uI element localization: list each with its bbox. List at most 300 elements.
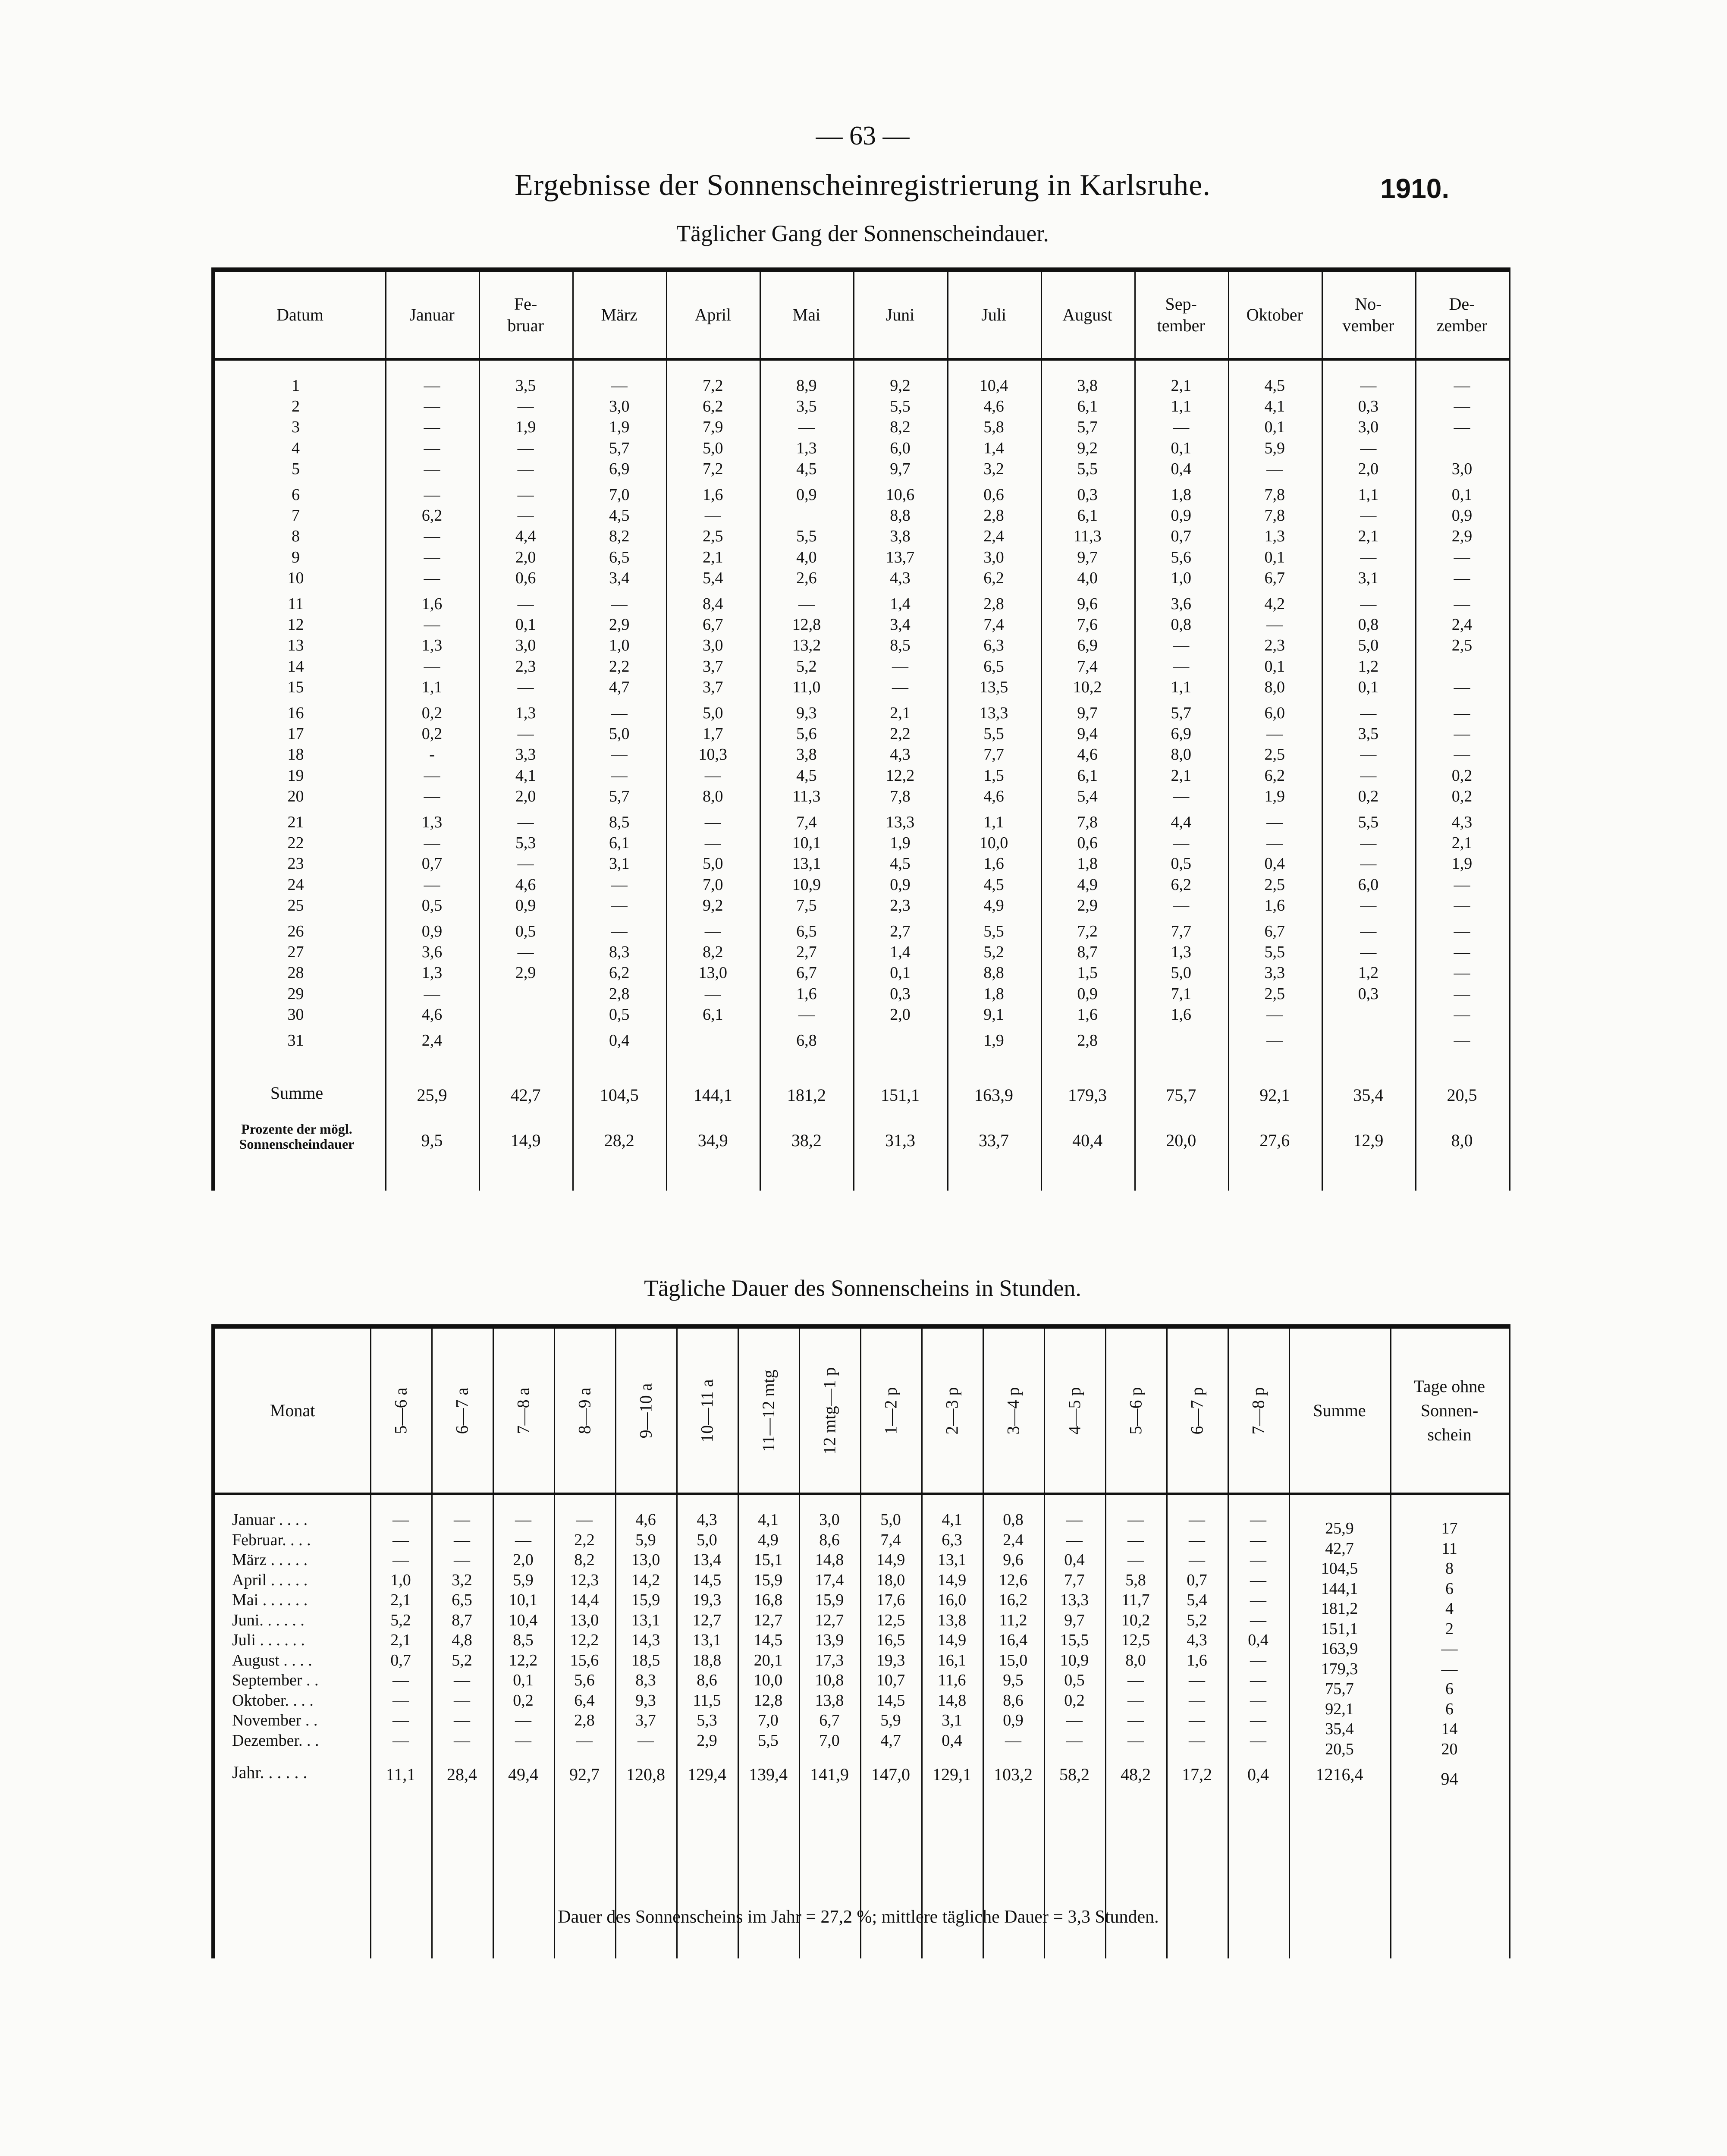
days-without-sun: — [1441,1659,1458,1678]
day-value: 5,0 [609,725,630,743]
day-value: — [611,922,628,940]
day-label: 26 [287,922,304,940]
day-value: 9,7 [1077,548,1098,566]
day-value: 0,5 [421,896,443,915]
hour-value: 15,9 [631,1591,660,1609]
hour-value: 4,1 [942,1511,962,1529]
day-value: 1,2 [1358,657,1379,676]
hour-value: 18,5 [631,1651,660,1669]
hour-value: 6,4 [574,1691,595,1710]
hour-value: 9,5 [1003,1671,1024,1689]
day-value: 9,7 [890,459,911,478]
day-value: 2,6 [796,569,817,587]
month-sum: 25,9 [1325,1519,1354,1537]
day-value: 4,6 [515,875,536,894]
day-value: — [1360,548,1377,566]
day-value: 6,2 [983,569,1004,587]
day-value: — [1173,787,1190,805]
hour-value: 0,2 [1064,1691,1085,1710]
day-label: 1 [292,377,300,395]
day-value: 10,4 [979,377,1008,395]
days-without-sun: 6 [1445,1579,1454,1598]
day-value: 0,5 [515,922,536,940]
day-label: 2 [292,397,300,416]
day-value: 9,4 [1077,725,1098,743]
hour-value: 12,8 [754,1691,783,1710]
day-label: 25 [287,896,304,915]
day-value: — [424,418,440,437]
day-value: 7,2 [703,459,723,478]
day-value [479,1030,572,1051]
day-value: 0,4 [1264,855,1285,873]
day-value: 3,5 [796,397,817,416]
day-value: 3,8 [796,745,817,764]
day-value: 8,3 [609,943,630,962]
day-value: 1,3 [421,813,443,831]
hour-header [676,1329,738,1493]
day-value: — [517,813,534,831]
day-value: 5,5 [890,397,911,416]
day-value: 5,6 [1171,548,1191,566]
hour-value: 12,2 [509,1651,538,1669]
month-label: April . . . . . [232,1571,308,1589]
day-label: 9 [292,548,300,566]
hour-header-label: 2—3 p [942,1387,962,1434]
hour-value: 15,9 [754,1571,783,1589]
day-value: — [611,595,628,613]
day-value: 4,5 [609,506,630,525]
hour-value: 3,2 [452,1571,472,1589]
day-value: 13,0 [698,964,728,982]
day-value: — [1360,745,1377,764]
hour-value: 5,5 [758,1731,779,1750]
month-label: Dezember. . . [232,1731,319,1750]
hour-value: — [1250,1611,1266,1629]
month-label: August . . . . [232,1651,312,1669]
hour-header-label: 12 mtg—1 p [820,1367,839,1455]
month-sum: 179,3 [1068,1085,1107,1105]
day-value: — [424,548,440,566]
month-sum: 35,4 [1325,1720,1354,1738]
day-value: 2,3 [515,657,536,676]
day-value: 5,0 [1171,964,1191,982]
day-value: — [1454,745,1470,764]
day-value: 8,0 [1264,678,1285,696]
hour-header-label: 7—8 p [1248,1387,1268,1434]
hour-value: 20,1 [754,1651,783,1669]
day-value [666,1030,760,1051]
month-label: September . . [232,1671,319,1689]
hour-header-label: 4—5 p [1064,1387,1084,1434]
month-percent: 27,6 [1259,1131,1290,1150]
day-value: 4,1 [1264,397,1285,416]
hour-value: 14,5 [876,1691,905,1710]
hour-header-label: 3—4 p [1003,1387,1023,1434]
day-value: 0,8 [1358,616,1379,634]
hour-value: 13,8 [937,1611,967,1629]
day-value: 6,5 [796,922,817,940]
day-value: 7,1 [1171,984,1191,1003]
day-value: 2,2 [609,657,630,676]
day-label: 12 [287,616,304,634]
hour-header-label: 7—8 a [513,1387,533,1434]
days-without-sun: 20 [1441,1740,1458,1758]
day-value: 0,1 [1264,418,1285,437]
hour-value: 13,9 [815,1631,844,1649]
day-value [479,984,572,1004]
day-value: — [1454,595,1470,613]
day-value: 4,6 [1077,745,1098,764]
hour-value: — [576,1731,593,1750]
day-value: 1,9 [515,418,536,437]
month-header: De- zember [1436,294,1488,335]
day-value: 0,9 [1451,506,1473,525]
month-header: Sep- tember [1157,294,1205,335]
day-value: 5,5 [796,527,817,546]
day-value: 2,8 [609,984,630,1003]
day-value: 2,9 [609,616,630,634]
hour-value: 10,9 [1060,1651,1089,1669]
day-label: 4 [292,439,300,457]
hour-value: 13,8 [815,1691,844,1710]
day-value: — [1360,943,1377,962]
day-label: 17 [287,725,304,743]
hour-value: — [392,1711,409,1729]
day-value: — [704,506,721,525]
hour-value: — [576,1511,593,1529]
hour-value: — [1250,1591,1266,1609]
day-value: 10,9 [792,875,821,894]
day-value: — [611,745,628,764]
hour-header [799,1329,860,1493]
day-value: 3,0 [983,548,1004,566]
hour-value: — [1189,1551,1205,1569]
day-value: — [1266,725,1283,743]
day-value: 0,7 [421,855,443,873]
hour-value: 10,7 [876,1671,905,1689]
day-value: 10,6 [885,486,915,504]
day-value: 2,3 [890,896,911,915]
hour-value: 12,3 [570,1571,599,1589]
hour-header [860,1329,921,1493]
day-value: 5,5 [983,725,1004,743]
hour-header [431,1329,493,1493]
day-value: 8,0 [1171,745,1191,764]
month-sum: 151,1 [1321,1619,1358,1638]
day-value: 6,9 [1077,636,1098,655]
day-value: 10,2 [1073,678,1102,696]
month-sum: 92,1 [1259,1085,1290,1105]
day-value: 7,2 [703,377,723,395]
day-value: 10,1 [792,834,821,852]
hour-value: 16,1 [937,1651,967,1669]
day-value: 1,8 [983,984,1004,1003]
day-value: 11,0 [792,678,821,696]
day-value: 6,0 [1264,704,1285,722]
day-value: — [517,397,534,416]
day-value: 0,4 [1171,459,1191,478]
day-value: 5,5 [1358,813,1379,831]
month-percent: 31,3 [885,1131,915,1150]
day-value: 2,1 [703,548,723,566]
hour-value: 8,3 [635,1671,656,1689]
percent-label: Prozente der mögl. Sonnenscheindauer [239,1121,355,1152]
hour-value: 4,3 [1187,1631,1207,1649]
hour-value: — [454,1711,470,1729]
day-value: — [1266,616,1283,634]
day-label: 21 [287,813,304,831]
hour-value: 5,9 [635,1531,656,1549]
hour-value: 0,4 [942,1731,962,1750]
hour-value: 10,2 [1121,1611,1150,1629]
day-value: 1,8 [1171,486,1191,504]
hour-value: — [1250,1531,1266,1549]
month-header: April [694,305,731,324]
hour-value: — [454,1691,470,1710]
day-value: 8,7 [1077,943,1098,962]
day-value: 2,5 [703,527,723,546]
hour-value: 14,5 [754,1631,783,1649]
day-label: 28 [287,964,304,982]
day-value: 0,3 [1077,486,1098,504]
hour-value: — [1066,1711,1083,1729]
day-value: 4,1 [515,766,536,785]
day-value: 0,1 [515,616,536,634]
month-percent: 12,9 [1353,1131,1384,1150]
month-sum: 179,3 [1321,1659,1358,1678]
hour-value: 7,4 [880,1531,901,1549]
month-percent: 28,2 [604,1131,634,1150]
day-value [479,1004,572,1025]
month-header: Juli [981,305,1006,324]
day-label: 8 [292,527,300,546]
hour-value: — [515,1511,531,1529]
day-value: 5,5 [983,922,1004,940]
day-value: 4,3 [1451,813,1473,831]
hour-header [1228,1329,1289,1493]
days-without-sun-header: Tage ohne Sonnen-schein [1414,1377,1485,1444]
day-value: 13,3 [885,813,915,831]
year-hour-total: 58,2 [1059,1765,1090,1784]
day-value: 1,9 [1451,855,1473,873]
hour-header-label: 11—12 mtg [758,1369,778,1452]
day-value: 6,2 [1264,766,1285,785]
day-value [1134,1030,1228,1051]
year-hour-total: 0,4 [1247,1765,1269,1784]
day-value: 0,8 [1171,616,1191,634]
day-label: 27 [287,943,304,962]
day-value: — [1266,459,1283,478]
hour-value: 8,6 [819,1531,840,1549]
day-value: 0,2 [1358,787,1379,805]
days-without-sun: 6 [1445,1700,1454,1718]
year-days-without-sun: 94 [1441,1769,1458,1788]
hour-value: — [454,1551,470,1569]
hour-value: 16,4 [999,1631,1028,1649]
day-value: — [424,486,440,504]
day-value: — [1454,896,1470,915]
day-value: — [1360,377,1377,395]
hour-value: 5,6 [574,1671,595,1689]
month-label: Mai . . . . . . [232,1591,308,1609]
day-value: 0,9 [515,896,536,915]
hour-value: — [637,1731,654,1750]
year-hour-total: 147,0 [871,1765,910,1784]
year-hour-total: 129,1 [933,1765,971,1784]
month-header: Mai [792,305,821,324]
hour-value: 11,7 [1121,1591,1150,1609]
hour-value: 5,3 [697,1711,717,1729]
day-value: 8,4 [703,595,723,613]
month-percent: 20,0 [1166,1131,1196,1150]
hour-value: 17,4 [815,1571,844,1589]
hour-value: 5,0 [880,1511,901,1529]
hour-value: 2,0 [513,1551,534,1569]
day-value: 1,0 [609,636,630,655]
day-value: 4,2 [1264,595,1285,613]
hour-header [370,1329,431,1493]
day-value: 2,9 [1077,896,1098,915]
hour-header [493,1329,554,1493]
hour-value: — [392,1671,409,1689]
day-value: — [798,595,815,613]
hour-value: 13,1 [692,1631,722,1649]
day-value: 4,0 [1077,569,1098,587]
hour-value: 12,7 [692,1611,722,1629]
hour-value: — [1250,1671,1266,1689]
day-value: 4,5 [1264,377,1285,395]
hour-value: — [1066,1511,1083,1529]
month-percent: 33,7 [979,1131,1009,1150]
day-value: 4,9 [1077,875,1098,894]
day-value: 5,4 [1077,787,1098,805]
day-value: — [1454,418,1470,437]
daily-sunshine-table [211,267,1510,1191]
hour-header [615,1329,676,1493]
hour-value: 8,7 [452,1611,472,1629]
month-label: Februar. . . . [232,1531,311,1549]
day-value: 2,0 [515,787,536,805]
month-sum: 75,7 [1325,1680,1354,1698]
day-value: 9,6 [1077,595,1098,613]
year-label: Jahr. . . . . . [232,1763,308,1782]
day-value: 1,6 [983,855,1004,873]
month-sum: 35,4 [1353,1085,1384,1105]
day-value: 2,1 [890,704,911,722]
day-value: 3,5 [1358,725,1379,743]
day-value: 7,8 [1264,486,1285,504]
day-value: — [1360,855,1377,873]
hour-value: 15,9 [815,1591,844,1609]
day-value: 3,6 [1171,595,1191,613]
hour-value: 0,5 [1064,1671,1085,1689]
day-value: 1,1 [1171,397,1191,416]
day-value: — [424,787,440,805]
hour-value: — [1250,1731,1266,1750]
hour-value: 16,8 [754,1591,783,1609]
hour-value: 5,4 [1187,1591,1207,1609]
day-value: 7,8 [1264,506,1285,525]
month-label: November . . [232,1711,318,1729]
day-value: 0,3 [1358,397,1379,416]
days-without-sun: 17 [1441,1519,1458,1537]
year-hour-total: 103,2 [994,1765,1033,1784]
day-value: 1,6 [703,486,723,504]
day-label: 20 [287,787,304,805]
hour-value: — [1250,1571,1266,1589]
hour-value: — [1250,1691,1266,1710]
day-value: — [704,766,721,785]
day-value: 2,0 [515,548,536,566]
day-value: 11,3 [1073,527,1102,546]
day-value: — [424,875,440,894]
day-value: 7,2 [1077,922,1098,940]
hour-value: 18,8 [692,1651,722,1669]
day-value: — [798,418,815,437]
month-sum: 104,5 [1321,1559,1358,1578]
day-value: 6,1 [703,1005,723,1024]
hour-value: 4,3 [697,1511,717,1529]
day-value: 2,8 [1077,1031,1098,1050]
hour-value: 15,1 [754,1551,783,1569]
hour-value: 7,0 [819,1731,840,1750]
day-value: 3,8 [1077,377,1098,395]
day-value: 5,7 [1077,418,1098,437]
month-sum: 181,2 [787,1085,826,1105]
hour-header [1044,1329,1105,1493]
hour-value: 13,1 [937,1551,967,1569]
day-label: 10 [287,569,304,587]
hour-value: 8,0 [1125,1651,1146,1669]
day-value: 8,2 [609,527,630,546]
hour-value: — [1189,1711,1205,1729]
year-hour-total: 92,7 [569,1765,600,1784]
hour-value: — [515,1531,531,1549]
header-rule [215,358,1509,361]
day-value: — [424,397,440,416]
day-value: 4,5 [890,855,911,873]
day-value [1322,1030,1415,1051]
hour-value: 5,2 [1187,1611,1207,1629]
day-value: 5,0 [703,704,723,722]
month-sum: 181,2 [1321,1600,1358,1618]
day-value: 0,9 [1171,506,1191,525]
table1-title: Täglicher Gang der Sonnenscheindauer. [676,220,1049,246]
hour-value: 10,4 [509,1611,538,1629]
month-label: Juni. . . . . . [232,1611,305,1629]
day-label: 11 [288,595,304,613]
day-value: 4,6 [983,397,1004,416]
day-value [760,505,853,526]
day-value: 0,9 [1077,984,1098,1003]
day-value: 7,0 [609,486,630,504]
day-value: — [1454,548,1470,566]
month-sum: 92,1 [1325,1700,1354,1718]
hour-value: 10,8 [815,1671,844,1689]
hour-value: 8,6 [1003,1691,1024,1710]
day-value: — [611,766,628,785]
footnote: Dauer des Sonnenscheins im Jahr = 27,2 %; mittlere tägliche Dauer = 3,3 Stunden. [558,1907,1159,1927]
year-hour-total: 17,2 [1182,1765,1212,1784]
hour-value: 10,0 [754,1671,783,1689]
day-value: — [1266,1031,1283,1050]
day-value: 5,5 [1077,459,1098,478]
hour-value: 11,5 [693,1691,721,1710]
day-value: 1,9 [890,834,911,852]
day-value: 2,9 [1451,527,1473,546]
hour-header-label: 1—2 p [881,1387,901,1434]
hour-value: 1,6 [1187,1651,1207,1669]
